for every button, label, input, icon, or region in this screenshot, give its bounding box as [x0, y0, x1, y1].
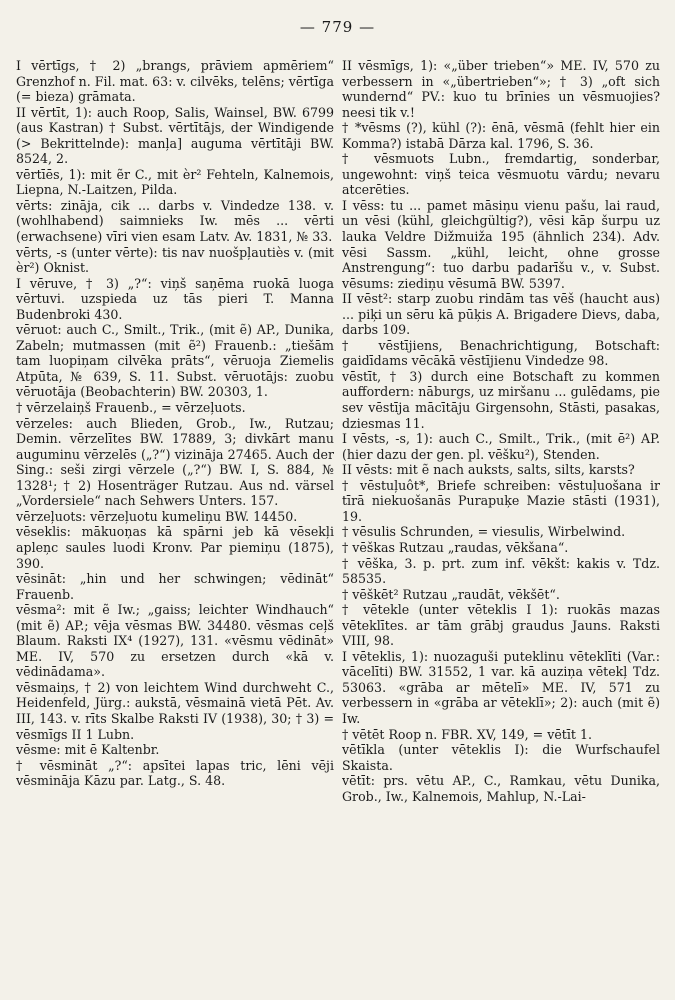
dictionary-entry: † vētēt Roop n. FBR. XV, 149, = vētīt 1.	[342, 726, 592, 742]
dictionary-entry: I vērtīgs, † 2) „brangs, prāviem apmēriem“ Grenzhof n. Fil. mat. 63: v. cilvēks, telēns; vērtīga (= bieza) grāmata.	[16, 58, 334, 105]
page-number: — 779 —	[299, 18, 376, 36]
dictionary-entry: † vēsmināt „?“: apsītei lapas tric, lēni vēji vēsmināja Kāzu par. Latg., S. 48.	[16, 757, 334, 789]
dictionary-entry: vēsināt: „hin und her schwingen; vēdināt“ Frauenb.	[16, 571, 334, 602]
dictionary-entry: vērzeļuots: vērzeļuotu kumeliņu BW. 14450.	[16, 508, 298, 524]
dictionary-entry: † vēsulis Schrunden, = viesulis, Wirbelwind.	[342, 524, 626, 540]
dictionary-entry: † vētekle (unter vēteklis I 1): ruokās mazas vēteklītes. ar tām grābj graudus Jauns. Raksti VIII, 98.	[342, 602, 660, 649]
dictionary-entry: vērts: zināja, cik ... darbs v. Vindedze 138. v. (wohlhabend) saimnieks Iw. mēs ... vērti (erwachsene) vīri vien esam Latv. Av. 1831, № 33.	[16, 197, 334, 245]
dictionary-entry: vērzeles: auch Blieden, Grob., Iw., Rutzau; Demin. vērzelītes BW. 17889, 3; divkārt manu auguminu vērzelēs („?“) vizināja 27465. Auch der Sing.: seši zirgi vērzele („?“) BW. I, S. 884, № 1328¹; † 2) Hosenträger Rutzau. Aus nd. värsel „Vordersiele“ nach Sehwers Unters. 157.	[16, 415, 334, 509]
dictionary-entry: † vērzelaiņš Frauenb., = vērzeļuots.	[16, 400, 246, 416]
dictionary-entry: vēstīt, † 3) durch eine Botschaft zu kommen auffordern: nāburgs, uz miršanu ... gulēdams, pie sev vēstīja mācītāju Girgensohn, Stāsti, pasakas, dziesmas 11.	[342, 368, 660, 431]
dictionary-entry: II vēsmīgs, 1): «„über trieben“» ME. IV, 570 zu verbessern in «„übertrieben“»; † 3) „oft sich wundernd“ PV.: kuo tu brīnies un vēsmuojies? neesi tik v.!	[342, 58, 660, 120]
right-column	[342, 58, 660, 992]
dictionary-entry: vētīkla (unter vēteklis I): die Wurfschaufel Skaista.	[342, 742, 660, 773]
dictionary-entry: † vēškēt² Rutzau „raudāt, vēkšēt“.	[342, 586, 560, 602]
dictionary-entry: II vērtīt, 1): auch Roop, Salis, Wainsel, BW. 6799 (aus Kastran) † Subst. vērtītājs, der Windigende (> Bekrittelnde): manļa] auguma vērtītāji BW. 8524, 2.	[16, 104, 334, 167]
dictionary-entry: vērtīēs, 1): mit ẽr C., mit èr² Fehteln, Kalnemois, Liepna, N.-Laitzen, Pilda.	[16, 166, 334, 198]
dictionary-entry: vēsme: mit ē Kaltenbr.	[16, 742, 160, 758]
dictionary-entry: I vēsts, -s, 1): auch C., Smilt., Trik., (mit ē²) AP. (hier dazu der gen. pl. vēšku²), Stenden.	[342, 431, 660, 462]
dictionary-entry: † vēstuļuôt*, Briefe schreiben: vēstuļuošana ir tīrā niekuošanās Purapuķe Mazie stāsti (1931), 19.	[342, 477, 660, 524]
dictionary-entry: † vēsmuots Lubn., fremdartig, sonderbar, ungewohnt: viņš teica vēsmuotu vārdu; nevaru atcerēties.	[342, 151, 660, 198]
dictionary-entry: vēseklis: mākuoņas kā spārni jeb kā vēsekļi apleņc saules luodi Kronv. Par piemiņu (1875), 390.	[16, 524, 334, 571]
dictionary-entry: vēsmaiņs, † 2) von leichtem Wind durchweht C., Heidenfeld, Jürg.: aukstā, vēsmainā vietā Pēt. Av. III, 143. v. rīts Skalbe Raksti IV (1938), 30; † 3) = vēsmīgs II 1 Lubn.	[16, 679, 334, 742]
dictionary-entry: vēsma²: mit ẽ Iw.; „gaiss; leichter Windhauch“ (mit ẽ) AP.; vēja vēsmas BW. 34480. vēsmas ceļš Blaum. Raksti IX⁴ (1927), 131. «vēsmu vēdināt» ME. IV, 570 zu ersetzen durch «kā v. vēdinādama».	[16, 602, 334, 680]
dictionary-entry: II vēst²: starp zuobu rindām tas vēš (haucht aus) ... piķi un sēru kā pūķis A. Brigadere Dievs, daba, darbs 109.	[342, 291, 660, 338]
dictionary-entry: † *vēsms (?), kühl (?): ēnā, vēsmā (fehlt hier ein Komma?) istabā Dārza kal. 1796, S. 36.	[342, 120, 660, 151]
dictionary-entry: I vēss: tu ... pamet māsiņu vienu pašu, lai raud, un vēsi (kühl, gleichgültig?), vēsi kāp šurpu uz lauka Veldre Dižmuiža 195 (ähnlich 234). Adv. vēsi Sassm. „kühl, leicht, ohne grosse Anstrengung“: tuo darbu padarīšu v., v. Subst. vēsums: ziediņu vēsumā BW. 5397.	[342, 197, 660, 291]
dictionary-entry: vētīt: prs. vētu AP., C., Ramkau, vētu Dunika, Grob., Iw., Kalnemois, Mahlup, N.-Lai-	[342, 773, 660, 804]
dictionary-entry: † vēstījiens, Benachrichtigung, Botschaft: gaidīdams vēcākā vēstījienu Vindedze 98.	[342, 337, 660, 369]
dictionary-entry: II vēsts: mit ẽ nach auksts, salts, silts, karsts?	[342, 462, 635, 478]
dictionary-entry: I vēruve, † 3) „?“: viņš saņēma ruokā luoga vērtuvi. uzspieda uz tās pieri T. Manna Budenbroki 430.	[16, 275, 334, 322]
dictionary-entry: I vēteklis, 1): nuozaguši puteklinu vēteklīti (Var.: vācelīti) BW. 31552, 1 var. kā auziņa vētekļ Tdz. 53063. «grāba ar mētelī» ME. IV, 571 zu verbessern in «grāba ar vēteklī»; 2): auch (mit ẽ) Iw.	[342, 648, 660, 726]
dictionary-entry: vērts, -s (unter vērte): tis nav nuošpļautiès v. (mit èr²) Oknist.	[16, 244, 334, 276]
dictionary-entry: vēruot: auch C., Smilt., Trik., (mit ẽ) AP., Dunika, Zabeln; mutmassen (mit ẽ²) Frauenb.: „tiešām tam luopiņam cilvēka prāts“, vēruoja Ziemelis Atpūta, № 639, S. 11. Subst. vēruotājs: zuobu vēruotāja (Beobachterin) BW. 20303, 1.	[16, 322, 334, 400]
dictionary-entry: † vēška, 3. p. prt. zum inf. vēkšt: kakis v. Tdz. 58535.	[342, 555, 660, 587]
dictionary-entry: † vēškas Rutzau „raudas, vēkšana“.	[342, 539, 569, 555]
left-column	[16, 58, 334, 992]
